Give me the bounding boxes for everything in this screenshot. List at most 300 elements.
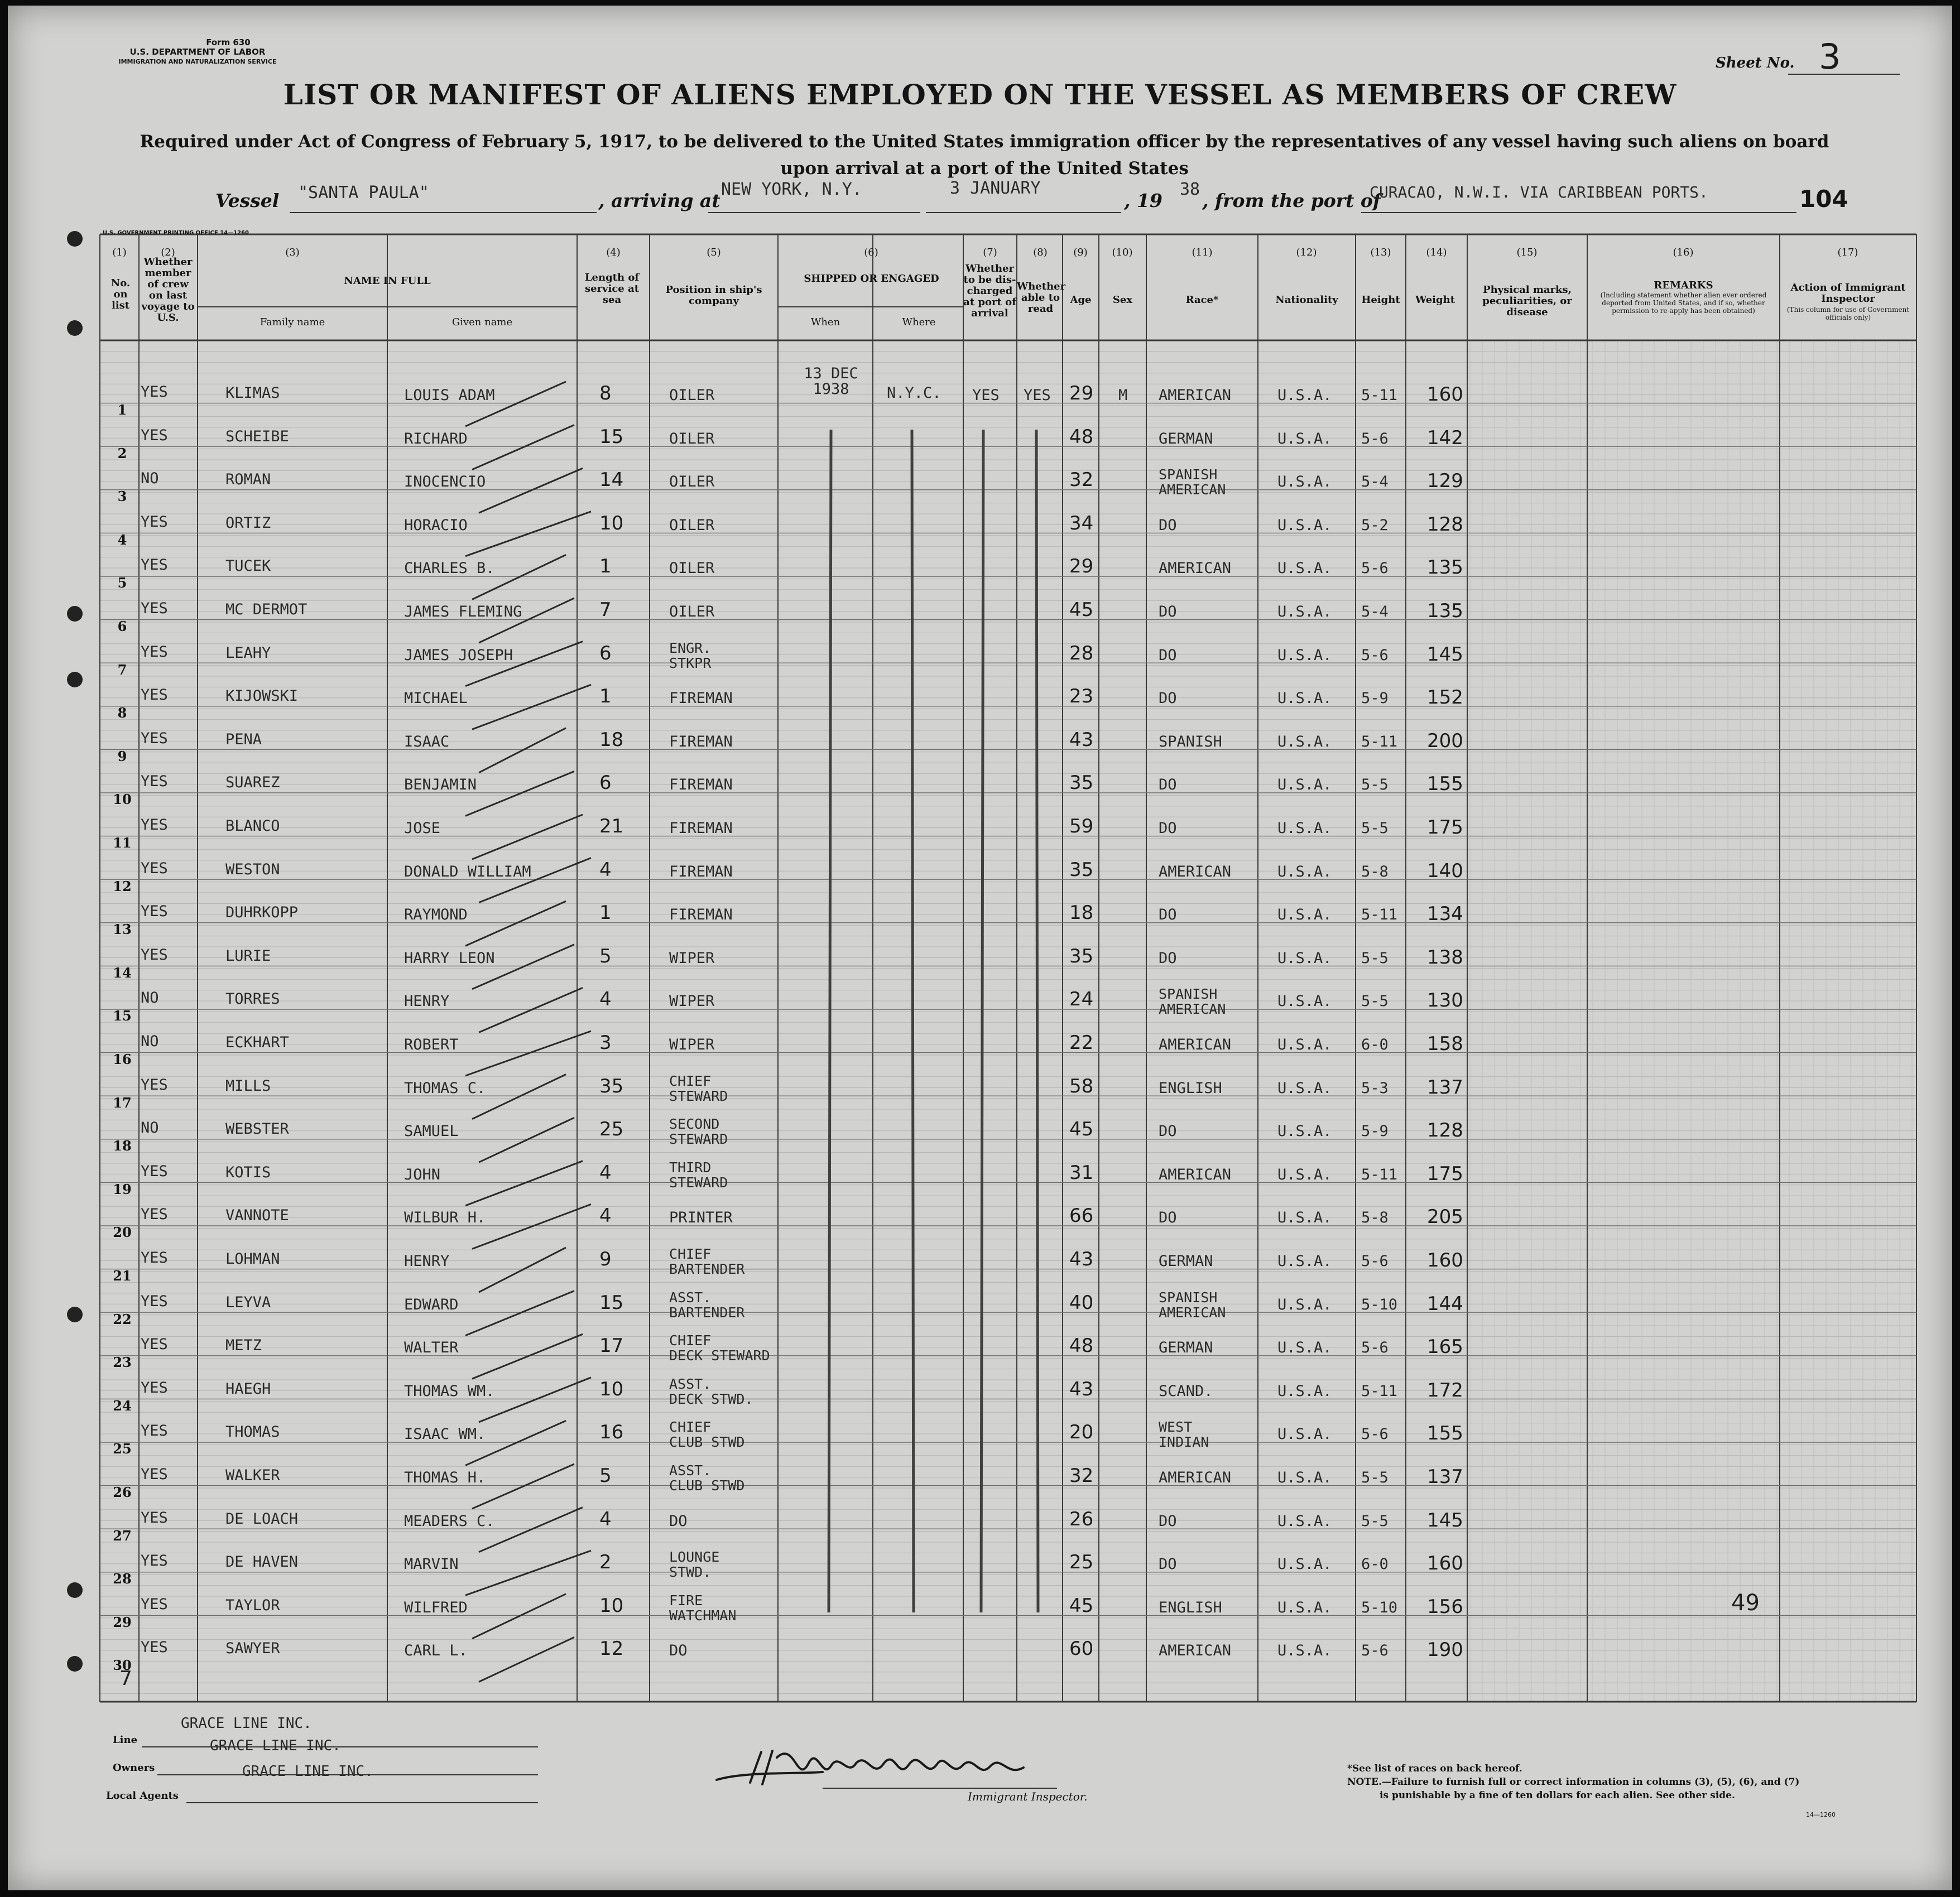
nationality-value: U.S.A. xyxy=(1277,690,1332,707)
note-penalty-cont: is punishable by a fine of ten dollars for each alien. See other side. xyxy=(1380,1790,1735,1801)
family-name: DUHRKOPP xyxy=(225,904,299,922)
margin-tally-mark: 49 xyxy=(1731,1590,1760,1616)
row-number: 10 xyxy=(113,791,132,808)
nationality-value: U.S.A. xyxy=(1277,1296,1332,1313)
row-number: 15 xyxy=(113,1008,132,1024)
family-name: TUCEK xyxy=(225,557,271,575)
column-number: (10) xyxy=(1112,247,1133,258)
inspector-check-mark xyxy=(465,512,591,556)
service-length: 4 xyxy=(599,858,612,881)
col-inspector-note: (This column for use of Government officials only) xyxy=(1786,306,1910,321)
height-value: 5-11 xyxy=(1361,1166,1398,1183)
col-no-on-list: No. on list xyxy=(111,277,131,311)
weight-value: 205 xyxy=(1427,1206,1463,1229)
position-value: FIREMAN xyxy=(669,690,733,707)
weight-value: 135 xyxy=(1427,556,1463,579)
previous-voyage-value: YES xyxy=(141,816,168,834)
height-value: 6-0 xyxy=(1361,1556,1389,1573)
previous-voyage-value: NO xyxy=(141,470,159,488)
row-number: 13 xyxy=(113,921,132,938)
binder-hole xyxy=(67,1307,83,1322)
row-number: 30 xyxy=(113,1657,132,1674)
position-value: DO xyxy=(669,1642,688,1660)
column-number: (4) xyxy=(606,247,621,258)
weight-value: 152 xyxy=(1427,686,1463,709)
departure-port: CURACAO, N.W.I. VIA CARIBBEAN PORTS. xyxy=(1370,183,1708,201)
race-value: ENGLISH xyxy=(1159,1599,1222,1616)
weight-value: 138 xyxy=(1427,946,1463,969)
previous-voyage-value: YES xyxy=(141,1249,168,1267)
service-length: 1 xyxy=(599,685,612,708)
binder-hole xyxy=(67,231,83,247)
previous-voyage-value: YES xyxy=(141,946,168,964)
ditto-line xyxy=(912,430,914,1612)
given-name: CARL L. xyxy=(404,1642,468,1660)
service-length: 5 xyxy=(599,945,612,967)
previous-voyage-value: YES xyxy=(141,513,168,531)
given-name: THOMAS C. xyxy=(404,1079,486,1097)
age-value: 20 xyxy=(1069,1421,1094,1444)
col-shipped-engaged: SHIPPED OR ENGAGED xyxy=(804,273,939,285)
height-value: 5-8 xyxy=(1361,863,1389,880)
footer-tick-mark: 7 xyxy=(119,1667,132,1690)
height-value: 5-11 xyxy=(1361,733,1398,750)
family-name: SCHEIBE xyxy=(225,427,289,445)
col-position: Position in ship's company xyxy=(665,284,762,307)
family-name: LOHMAN xyxy=(225,1250,280,1268)
previous-voyage-value: YES xyxy=(141,1595,168,1613)
service-length: 4 xyxy=(599,1161,612,1184)
from-port-label: , from the port of xyxy=(1202,190,1381,211)
column-number: (1) xyxy=(112,247,127,258)
height-value: 5-6 xyxy=(1361,1253,1389,1270)
column-number: (13) xyxy=(1370,247,1391,258)
row-number: 23 xyxy=(113,1354,132,1371)
given-name: JAMES FLEMING xyxy=(404,603,522,620)
inspector-check-mark xyxy=(472,1594,566,1639)
legal-subtitle: Required under Act of Congress of February 5, 1917, to be delivered to the United States immigration officer by the representatives of any vessel having such aliens on board upon arrival at a port of the United States xyxy=(140,132,1829,179)
arrival-port: NEW YORK, N.Y. xyxy=(721,180,862,199)
race-value: DO xyxy=(1159,516,1177,534)
age-value: 29 xyxy=(1069,382,1094,405)
age-value: 45 xyxy=(1069,1118,1094,1141)
race-value: DO xyxy=(1159,1556,1177,1573)
nationality-value: U.S.A. xyxy=(1277,1556,1332,1573)
given-name: WILFRED xyxy=(404,1599,468,1616)
service-length: 18 xyxy=(599,728,624,751)
age-value: 23 xyxy=(1069,685,1094,708)
discharged-value: YES xyxy=(972,387,1000,404)
service-name: IMMIGRATION AND NATURALIZATION SERVICE xyxy=(118,58,277,65)
previous-voyage-value: YES xyxy=(141,773,168,791)
previous-voyage-value: YES xyxy=(141,903,168,921)
given-name: ISAAC xyxy=(404,733,450,750)
weight-value: 134 xyxy=(1427,903,1463,926)
nationality-value: U.S.A. xyxy=(1277,1123,1332,1140)
race-value: DO xyxy=(1159,1209,1177,1227)
nationality-value: U.S.A. xyxy=(1277,473,1332,491)
given-name: JAMES JOSEPH xyxy=(404,646,513,664)
binder-hole xyxy=(67,1582,83,1598)
given-name: THOMAS WM. xyxy=(404,1382,495,1400)
sex-value: M xyxy=(1118,387,1128,404)
ditto-line xyxy=(1036,430,1038,1612)
column-number: (2) xyxy=(161,247,175,258)
arrival-year: 38 xyxy=(1180,180,1200,199)
row-number: 9 xyxy=(117,748,127,764)
position-value: OILER xyxy=(669,516,715,534)
age-value: 35 xyxy=(1069,772,1094,795)
weight-value: 156 xyxy=(1427,1595,1463,1618)
family-name: WALKER xyxy=(225,1467,280,1484)
given-name: LOUIS ADAM xyxy=(404,387,495,404)
col-able-to-read: Whether able to read xyxy=(1017,281,1066,315)
height-value: 5-6 xyxy=(1361,646,1389,664)
binder-hole xyxy=(67,320,83,336)
weight-value: 165 xyxy=(1427,1336,1463,1359)
family-name: ECKHART xyxy=(225,1034,289,1051)
family-name: SUAREZ xyxy=(225,774,280,792)
given-name: THOMAS H. xyxy=(404,1469,486,1486)
vessel-name: "SANTA PAULA" xyxy=(298,183,429,203)
column-number: (9) xyxy=(1073,247,1088,258)
age-value: 24 xyxy=(1069,988,1094,1011)
printing-office-imprint: U.S. GOVERNMENT PRINTING OFFICE 14—1260 xyxy=(103,230,249,236)
nationality-value: U.S.A. xyxy=(1277,820,1332,837)
shipped-when-date xyxy=(800,366,862,397)
age-value: 43 xyxy=(1069,1378,1094,1400)
year-prefix: , 19 xyxy=(1124,190,1162,211)
inspector-check-mark xyxy=(479,1378,591,1422)
inspector-check-mark xyxy=(465,1551,591,1595)
column-number: (7) xyxy=(983,247,997,258)
given-name: WILBUR H. xyxy=(404,1209,486,1227)
weight-value: 129 xyxy=(1427,470,1463,493)
form-number: Form 630 xyxy=(206,37,251,47)
family-name: THOMAS xyxy=(225,1423,280,1441)
previous-voyage-value: NO xyxy=(141,989,159,1007)
col-physical-marks: Physical marks, peculiarities, or disease xyxy=(1482,284,1572,318)
row-number: 18 xyxy=(113,1138,132,1154)
document-title: LIST OR MANIFEST OF ALIENS EMPLOYED ON THE VESSEL AS MEMBERS OF CREW xyxy=(283,78,1677,111)
position-value: ASST. CLUB STWD xyxy=(669,1462,745,1494)
race-value: DO xyxy=(1159,603,1177,620)
height-value: 5-5 xyxy=(1361,820,1389,837)
shipped-when-year: 1938 xyxy=(813,381,849,398)
previous-voyage-value: YES xyxy=(141,1336,168,1354)
race-value: DO xyxy=(1159,646,1177,664)
row-number: 12 xyxy=(113,878,132,894)
position-value: FIREMAN xyxy=(669,863,733,880)
race-value: DO xyxy=(1159,949,1177,967)
row-number: 17 xyxy=(113,1094,132,1111)
age-value: 32 xyxy=(1069,1465,1094,1487)
service-length: 17 xyxy=(599,1335,624,1357)
family-name: LEYVA xyxy=(225,1293,271,1311)
nationality-value: U.S.A. xyxy=(1277,1599,1332,1616)
height-value: 5-5 xyxy=(1361,993,1389,1010)
race-value: AMERICAN xyxy=(1159,1036,1232,1053)
nationality-value: U.S.A. xyxy=(1277,776,1332,794)
inspector-check-mark xyxy=(472,1464,574,1509)
service-length: 7 xyxy=(599,599,612,621)
nationality-value: U.S.A. xyxy=(1277,603,1332,620)
service-length: 9 xyxy=(599,1248,612,1270)
ditto-line xyxy=(829,430,831,1612)
form-identifier xyxy=(80,38,315,66)
given-name: MARVIN xyxy=(404,1556,459,1573)
age-value: 45 xyxy=(1069,599,1094,621)
race-value: SPANISH xyxy=(1159,733,1222,750)
row-number: 8 xyxy=(117,705,127,721)
height-value: 5-5 xyxy=(1361,776,1389,794)
position-value: CHIEF STEWARD xyxy=(669,1072,728,1104)
position-value: OILER xyxy=(669,387,715,404)
weight-value: 160 xyxy=(1427,1249,1463,1272)
previous-voyage-value: NO xyxy=(141,1119,159,1137)
age-value: 34 xyxy=(1069,512,1094,535)
height-value: 5-11 xyxy=(1361,387,1398,404)
inspector-check-mark xyxy=(479,1248,566,1292)
service-length: 5 xyxy=(599,1465,612,1487)
agents-value: GRACE LINE INC. xyxy=(242,1763,373,1780)
manifest-sheet xyxy=(8,6,1952,1890)
given-name: EDWARD xyxy=(404,1296,459,1313)
nationality-value: U.S.A. xyxy=(1277,949,1332,967)
family-name: SAWYER xyxy=(225,1640,280,1658)
race-value: DO xyxy=(1159,776,1177,794)
inspector-check-mark xyxy=(479,728,566,773)
nationality-value: U.S.A. xyxy=(1277,1166,1332,1183)
service-length: 4 xyxy=(599,1508,612,1530)
position-value: PRINTER xyxy=(669,1209,733,1227)
nationality-value: U.S.A. xyxy=(1277,1339,1332,1357)
row-number: 25 xyxy=(113,1441,132,1457)
nationality-value: U.S.A. xyxy=(1277,1382,1332,1400)
height-value: 5-5 xyxy=(1361,1469,1389,1486)
given-name: RAYMOND xyxy=(404,906,468,924)
row-number: 27 xyxy=(113,1527,132,1544)
col-discharged: Whether to be dis-charged at port of arrival xyxy=(963,263,1016,319)
service-length: 1 xyxy=(599,902,612,925)
column-number: (14) xyxy=(1426,247,1447,258)
position-value: WIPER xyxy=(669,1036,715,1053)
given-name: JOSE xyxy=(404,820,441,837)
weight-value: 128 xyxy=(1427,1119,1463,1142)
family-name: MILLS xyxy=(225,1077,271,1095)
race-value: DO xyxy=(1159,690,1177,707)
given-name: ISAAC WM. xyxy=(404,1426,486,1443)
service-length: 25 xyxy=(599,1118,624,1141)
previous-voyage-value: YES xyxy=(141,1422,168,1440)
age-value: 26 xyxy=(1069,1508,1094,1530)
row-number: 7 xyxy=(117,661,127,678)
owners-label: Owners xyxy=(113,1762,155,1774)
family-name: DE LOACH xyxy=(225,1510,299,1528)
height-value: 5-5 xyxy=(1361,1512,1389,1530)
owners-value: GRACE LINE INC. xyxy=(210,1737,341,1754)
age-value: 48 xyxy=(1069,425,1094,448)
nationality-value: U.S.A. xyxy=(1277,1036,1332,1053)
position-value: ASST. DECK STWD. xyxy=(669,1375,753,1407)
previous-voyage-value: YES xyxy=(141,1292,168,1310)
previous-voyage-value: YES xyxy=(141,556,168,574)
nationality-value: U.S.A. xyxy=(1277,863,1332,880)
height-value: 5-4 xyxy=(1361,603,1389,620)
previous-voyage-value: YES xyxy=(141,1466,168,1483)
age-value: 43 xyxy=(1069,1248,1094,1270)
row-number: 2 xyxy=(117,445,127,461)
column-number: (8) xyxy=(1033,247,1048,258)
family-name: KLIMAS xyxy=(225,384,280,402)
family-name: LURIE xyxy=(225,947,271,965)
age-value: 22 xyxy=(1069,1032,1094,1054)
inspector-check-mark xyxy=(479,1637,574,1682)
given-name: WALTER xyxy=(404,1339,459,1357)
row-number: 26 xyxy=(113,1484,132,1500)
inspector-check-mark xyxy=(465,1291,574,1336)
note-penalty: NOTE.—Failure to furnish full or correct information in columns (3), (5), (6), and (7) xyxy=(1347,1776,1800,1788)
previous-voyage-value: NO xyxy=(141,1033,159,1050)
family-name: TORRES xyxy=(225,990,280,1008)
row-number: 21 xyxy=(113,1268,132,1284)
height-value: 5-9 xyxy=(1361,1123,1389,1140)
inspector-check-mark xyxy=(465,901,566,946)
height-value: 5-3 xyxy=(1361,1079,1389,1097)
given-name: BENJAMIN xyxy=(404,776,477,794)
height-value: 5-6 xyxy=(1361,560,1389,577)
row-number: 5 xyxy=(117,575,127,591)
race-value: DO xyxy=(1159,1123,1177,1140)
service-length: 3 xyxy=(599,1032,612,1054)
nationality-value: U.S.A. xyxy=(1277,1642,1332,1660)
inspector-label: Immigrant Inspector. xyxy=(968,1790,1088,1803)
binder-hole xyxy=(67,672,83,687)
department-name: U.S. DEPARTMENT OF LABOR xyxy=(129,47,266,57)
age-value: 48 xyxy=(1069,1335,1094,1357)
previous-voyage-value: YES xyxy=(141,643,168,661)
position-value: ASST. BARTENDER xyxy=(669,1289,745,1321)
weight-value: 175 xyxy=(1427,1162,1463,1185)
family-name: HAEGH xyxy=(225,1380,271,1398)
previous-voyage-value: YES xyxy=(141,1076,168,1094)
shipped-when-day: 13 DEC xyxy=(804,365,858,382)
race-value: SPANISH AMERICAN xyxy=(1159,1289,1226,1321)
col-remarks: REMARKS xyxy=(1654,280,1713,291)
inspector-check-mark xyxy=(479,468,583,513)
family-name: VANNOTE xyxy=(225,1207,289,1225)
height-value: 5-2 xyxy=(1361,516,1389,534)
weight-value: 175 xyxy=(1427,816,1463,839)
inspector-check-mark xyxy=(465,771,574,816)
height-value: 5-8 xyxy=(1361,1209,1389,1227)
nationality-value: U.S.A. xyxy=(1277,430,1332,447)
line-value: GRACE LINE INC. xyxy=(181,1715,312,1732)
arrival-date: 3 JANUARY xyxy=(950,179,1041,198)
race-value: DO xyxy=(1159,906,1177,924)
weight-value: 158 xyxy=(1427,1033,1463,1055)
nationality-value: U.S.A. xyxy=(1277,733,1332,750)
weight-value: 137 xyxy=(1427,1076,1463,1099)
inspector-check-mark xyxy=(465,1031,591,1076)
race-value: WEST INDIAN xyxy=(1159,1419,1209,1451)
inspector-check-mark xyxy=(465,1161,583,1206)
given-name: CHARLES B. xyxy=(404,560,495,577)
race-value: AMERICAN xyxy=(1159,1469,1232,1486)
position-value: OILER xyxy=(669,603,715,620)
race-value: SPANISH AMERICAN xyxy=(1159,466,1226,498)
nationality-value: U.S.A. xyxy=(1277,387,1332,404)
service-length: 10 xyxy=(599,1594,624,1617)
position-value: WIPER xyxy=(669,993,715,1010)
height-value: 5-9 xyxy=(1361,690,1389,707)
inspector-check-mark xyxy=(472,1075,566,1119)
weight-value: 160 xyxy=(1427,383,1463,406)
position-value: LOUNGE STWD. xyxy=(669,1549,720,1581)
page-number: 104 xyxy=(1799,185,1848,213)
given-name: MEADERS C. xyxy=(404,1512,495,1530)
row-number: 28 xyxy=(113,1571,132,1587)
position-value: CHIEF CLUB STWD xyxy=(669,1419,745,1451)
row-number: 1 xyxy=(117,402,127,418)
weight-value: 128 xyxy=(1427,513,1463,536)
inspector-check-mark xyxy=(472,1334,583,1379)
family-name: PENA xyxy=(225,730,262,748)
given-name: HENRY xyxy=(404,1253,450,1270)
nationality-value: U.S.A. xyxy=(1277,1079,1332,1097)
service-length: 6 xyxy=(599,642,612,665)
previous-voyage-value: YES xyxy=(141,1379,168,1397)
race-value: GERMAN xyxy=(1159,1253,1213,1270)
nationality-value: U.S.A. xyxy=(1277,993,1332,1010)
able-to-read-value: YES xyxy=(1024,387,1051,404)
weight-value: 160 xyxy=(1427,1552,1463,1575)
race-value: AMERICAN xyxy=(1159,387,1232,404)
race-value: GERMAN xyxy=(1159,1339,1213,1357)
position-value: FIREMAN xyxy=(669,776,733,794)
service-length: 2 xyxy=(599,1551,612,1574)
age-value: 25 xyxy=(1069,1551,1094,1574)
height-value: 5-5 xyxy=(1361,949,1389,967)
family-name: DE HAVEN xyxy=(225,1553,299,1571)
family-name: ORTIZ xyxy=(225,514,271,532)
age-value: 60 xyxy=(1069,1638,1094,1660)
given-name: DONALD WILLIAM xyxy=(404,863,531,880)
nationality-value: U.S.A. xyxy=(1277,646,1332,664)
col-weight: Weight xyxy=(1415,294,1455,306)
given-name: HENRY xyxy=(404,993,450,1010)
service-length: 10 xyxy=(599,512,624,535)
previous-voyage-value: YES xyxy=(141,1509,168,1527)
weight-value: 144 xyxy=(1427,1292,1463,1315)
col-name-in-full: NAME IN FULL xyxy=(344,275,431,287)
ditto-line xyxy=(981,430,983,1612)
previous-voyage-value: YES xyxy=(141,426,168,444)
nationality-value: U.S.A. xyxy=(1277,1426,1332,1443)
weight-value: 140 xyxy=(1427,859,1463,882)
age-value: 35 xyxy=(1069,945,1094,967)
col-previous-voyage: Whether member of crew on last voyage to U.S. xyxy=(141,256,195,324)
weight-value: 145 xyxy=(1427,1509,1463,1532)
family-name: WESTON xyxy=(225,860,280,878)
given-name: HORACIO xyxy=(404,516,468,534)
age-value: 29 xyxy=(1069,555,1094,578)
race-value: DO xyxy=(1159,1512,1177,1530)
race-value: GERMAN xyxy=(1159,430,1213,447)
race-value: AMERICAN xyxy=(1159,863,1232,880)
given-name: INOCENCIO xyxy=(404,473,486,491)
position-value: FIREMAN xyxy=(669,820,733,837)
